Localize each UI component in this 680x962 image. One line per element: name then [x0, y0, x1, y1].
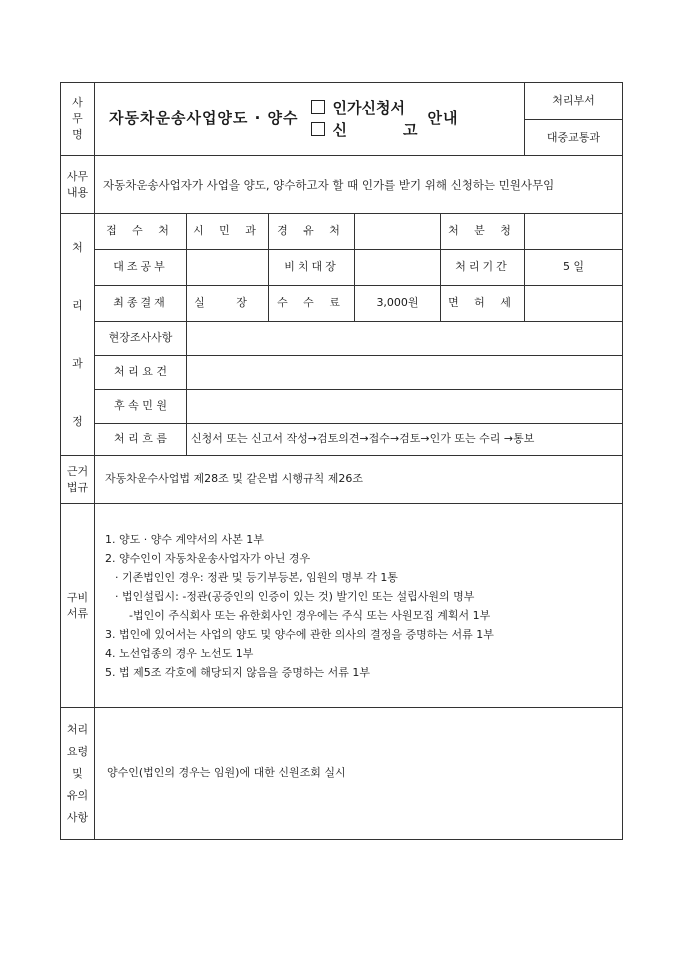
- documents-cell: [95, 504, 623, 708]
- requirements-label: 처 리 요 건: [95, 356, 187, 390]
- followup-label: 후 속 민 원: [95, 390, 187, 424]
- document-item: · 기존법인인 경우: 정관 및 등기부등본, 임원의 명부 각 1통: [115, 570, 398, 584]
- via-label: 경 유 처: [269, 214, 355, 250]
- document-item: 3. 법인에 있어서는 사업의 양도 및 양수에 관한 의사의 결정을 증명하는 서류 1부: [105, 627, 494, 641]
- survey-label: 현장조사사항: [95, 322, 187, 356]
- ledger-label: 대조공부: [95, 250, 187, 286]
- duty-text: 자동차운송사업자가 사업을 양도, 양수하고자 할 때 인가를 받기 위해 신청하는 민원사무임: [95, 156, 623, 214]
- flow-label: 처 리 흐 름: [95, 424, 187, 456]
- option-application-label: 인가신청서: [332, 99, 405, 117]
- followup-value: [187, 390, 623, 424]
- register-label: 비치대장: [269, 250, 355, 286]
- reception-value: 시 민 과: [187, 214, 269, 250]
- type-options: [311, 97, 418, 141]
- period-value: 5 일: [525, 250, 623, 286]
- section-label-affair-name: 사 무 명: [61, 83, 95, 156]
- title-suffix: 안내: [427, 109, 459, 128]
- fee-value: 3,000원: [355, 286, 441, 322]
- authority-value: [525, 214, 623, 250]
- section-label-process: 처 리 과 정: [61, 214, 95, 456]
- document-item: · 법인설립시: -정관(공증인의 인증이 있는 것) 발기인 또는 설립사원의 명부: [115, 589, 475, 603]
- via-value: [355, 214, 441, 250]
- option-report-label-b: 고: [403, 121, 418, 139]
- checkbox-report[interactable]: [311, 122, 325, 136]
- basis-text: 자동차운수사업법 제28조 및 같은법 시행규칙 제26조: [95, 456, 623, 504]
- department-label: 처리부서: [525, 83, 622, 120]
- guide-form: [60, 82, 622, 840]
- section-label-basis: 근거 법규: [61, 456, 95, 504]
- approval-label: 최종결재: [95, 286, 187, 322]
- notes-text: 양수인(법인의 경우는 임원)에 대한 신원조회 실시: [95, 708, 623, 840]
- form-title: 자동차운송사업양도 · 양수: [109, 109, 299, 128]
- tax-label: 면 허 세: [441, 286, 525, 322]
- tax-value: [525, 286, 623, 322]
- fee-label: 수 수 료: [269, 286, 355, 322]
- option-report-label-a: 신: [332, 121, 348, 139]
- title-cell: [95, 83, 525, 156]
- approval-value: 실 장: [187, 286, 269, 322]
- requirements-value: [187, 356, 623, 390]
- ledger-value: [187, 250, 269, 286]
- register-value: [355, 250, 441, 286]
- section-label-documents: 구비 서류: [61, 504, 95, 708]
- document-item: -법인이 주식회사 또는 유한회사인 경우에는 주식 또는 사원모집 계획서 1부: [129, 608, 491, 622]
- department-value: 대중교통과: [546, 131, 601, 144]
- document-item: 2. 양수인이 자동차운송사업자가 아닌 경우: [105, 551, 311, 565]
- flow-value: 신청서 또는 신고서 작성→검토의견→접수→검토→인가 또는 수리 →통보: [187, 424, 623, 456]
- survey-value: [187, 322, 623, 356]
- document-item: 4. 노선업종의 경우 노선도 1부: [105, 646, 254, 660]
- section-label-duty: 사무 내용: [61, 156, 95, 214]
- checkbox-application[interactable]: [311, 100, 325, 114]
- document-item: 5. 법 제5조 각호에 해당되지 않음을 증명하는 서류 1부: [105, 665, 370, 679]
- authority-label: 처 분 청: [441, 214, 525, 250]
- period-label: 처리기간: [441, 250, 525, 286]
- document-item: 1. 양도 · 양수 계약서의 사본 1부: [105, 532, 264, 546]
- guide-table: [60, 82, 623, 840]
- documents-list: [95, 530, 622, 682]
- reception-label: 접 수 처: [95, 214, 187, 250]
- section-label-notes: 처리 요령 및 유의 사항: [61, 708, 95, 840]
- department-cell: [525, 83, 623, 156]
